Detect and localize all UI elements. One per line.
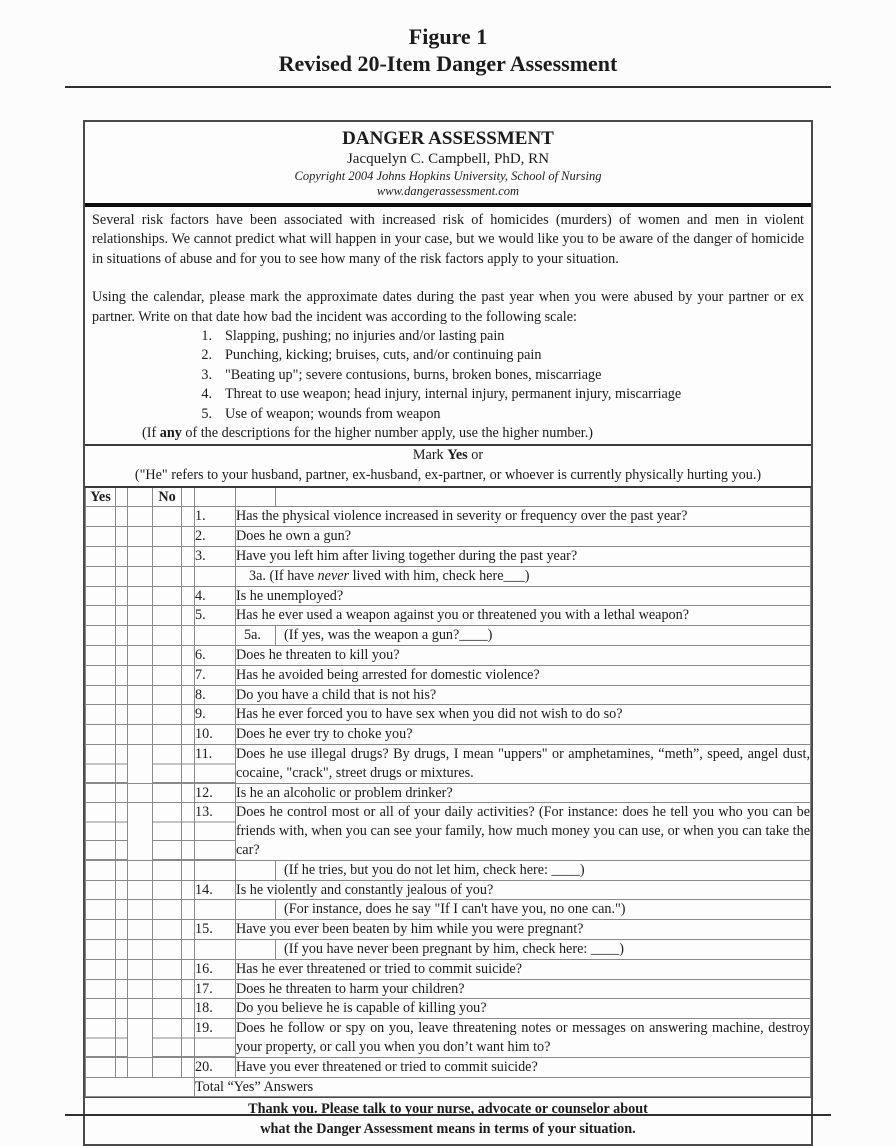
table-row: [86, 880, 811, 900]
assessment-table: [85, 486, 811, 1098]
no-checkbox-cell[interactable]: [153, 725, 182, 745]
no-strip-cell: [182, 646, 195, 666]
question-number: 5.: [195, 606, 236, 626]
no-checkbox-cell[interactable]: [153, 665, 182, 685]
sub-question-label: [236, 900, 276, 919]
table-row: [86, 665, 811, 685]
no-checkbox-cell[interactable]: [153, 566, 182, 586]
gap-cell: [128, 626, 153, 646]
bottom-rule: [65, 1114, 831, 1116]
form-header: [85, 122, 811, 199]
gap-cell: [128, 606, 153, 626]
yes-checkbox-cell[interactable]: [86, 547, 116, 567]
no-strip-cell: [182, 586, 195, 606]
table-row: [86, 646, 811, 666]
yes-strip-cell: [116, 725, 128, 745]
question-number: 11.: [195, 745, 236, 784]
gap-cell: [128, 999, 153, 1019]
gap-cell: [128, 880, 153, 900]
yes-strip-cell: [116, 685, 128, 705]
no-strip-cell: [182, 507, 195, 527]
question-number: 17.: [195, 979, 236, 999]
table-row: [86, 1057, 811, 1077]
gap-cell: [128, 586, 153, 606]
yes-checkbox-cell[interactable]: [86, 705, 116, 725]
yes-checkbox-cell[interactable]: [86, 900, 116, 920]
table-row: [86, 939, 811, 959]
question-text: (For instance, does he say "If I can't have you, no one can."): [284, 901, 626, 918]
question-cell: [236, 487, 811, 507]
scale-item-text: Use of weapon; wounds from weapon: [225, 405, 441, 422]
no-strip-cell: [182, 665, 195, 685]
severity-scale-list: [190, 327, 804, 424]
yes-strip-cell: [116, 586, 128, 606]
total-blank-cell: [86, 1077, 195, 1097]
question-text: Has the physical violence increased in severity or frequency over the past year?: [236, 507, 811, 527]
intro-paragraph-1: Several risk factors have been associated with increased risk of homicides (murders) of women and men in violent relationships. We cannot predict what will happen in your case, but we would like you to be aware of the danger of homicide in situations of abuse and for you to see how many of the risk factors apply to your situation.: [92, 212, 804, 267]
yes-strip-cell: [116, 920, 128, 940]
question-text: Is he unemployed?: [236, 586, 811, 606]
gap-cell: [128, 705, 153, 725]
gap-cell: [128, 979, 153, 999]
table-row: [86, 803, 811, 860]
gap-cell: [128, 959, 153, 979]
gap-cell: [128, 547, 153, 567]
yes-checkbox-cell[interactable]: [86, 979, 116, 999]
gap-cell: [128, 860, 153, 880]
question-number: 18.: [195, 999, 236, 1019]
question-number: 13.: [195, 803, 236, 860]
question-text: Do you believe he is capable of killing you?: [236, 999, 811, 1019]
yes-checkbox-cell[interactable]: [86, 527, 116, 547]
yes-strip-cell: [116, 900, 128, 920]
yes-strip-cell: [116, 507, 128, 527]
yes-strip-cell: [116, 1057, 128, 1077]
table-row: [86, 606, 811, 626]
sub-question-label: 5a.: [236, 626, 276, 645]
table-row: [86, 725, 811, 745]
no-strip-cell: [182, 487, 195, 507]
gap-cell: [128, 803, 153, 860]
no-checkbox-cell[interactable]: [153, 900, 182, 920]
question-number: 3.: [195, 547, 236, 567]
sub-question-label: [236, 488, 276, 506]
no-checkbox-cell[interactable]: [153, 783, 182, 803]
question-number: 20.: [195, 1057, 236, 1077]
no-strip-cell: [182, 920, 195, 940]
gap-cell: [128, 685, 153, 705]
no-checkbox-cell[interactable]: [153, 979, 182, 999]
question-cell: [236, 626, 811, 646]
no-checkbox-cell[interactable]: [153, 939, 182, 959]
yes-checkbox-cell[interactable]: [86, 725, 116, 745]
top-rule: [65, 86, 831, 88]
page-heading: [0, 0, 896, 78]
no-strip-cell: [182, 939, 195, 959]
yes-checkbox-cell[interactable]: [86, 999, 116, 1019]
yes-checkbox-cell[interactable]: [86, 783, 116, 803]
table-row: [86, 566, 811, 586]
danger-assessment-form: [83, 120, 813, 1146]
question-number: 16.: [195, 959, 236, 979]
question-text: Have you left him after living together during the past year?: [236, 547, 811, 567]
yes-checkbox-cell[interactable]: [86, 803, 116, 860]
yes-checkbox-cell[interactable]: [86, 920, 116, 940]
question-text: Does he own a gun?: [236, 527, 811, 547]
gap-cell: [128, 646, 153, 666]
no-checkbox-cell[interactable]: [153, 705, 182, 725]
yes-checkbox-cell[interactable]: [86, 507, 116, 527]
table-row: [86, 547, 811, 567]
scale-item-number: 4.: [201, 386, 212, 403]
yes-checkbox-cell[interactable]: [86, 959, 116, 979]
yes-checkbox-cell[interactable]: [86, 685, 116, 705]
scale-item-number: 5.: [201, 405, 212, 422]
gap-cell: [128, 566, 153, 586]
yes-strip-cell: [116, 803, 128, 860]
no-checkbox-cell[interactable]: [153, 803, 182, 860]
question-number: [195, 566, 236, 586]
no-strip-cell: [182, 900, 195, 920]
yes-checkbox-cell[interactable]: [86, 1057, 116, 1077]
thank-you-line-1: Thank you. Please talk to your nurse, advocate or counselor about: [248, 1101, 648, 1118]
no-strip-cell: [182, 860, 195, 880]
scale-item-number: 2.: [201, 347, 212, 364]
gap-cell: [128, 920, 153, 940]
yes-checkbox-cell[interactable]: [86, 566, 116, 586]
no-strip-cell: [182, 783, 195, 803]
no-checkbox-cell[interactable]: [153, 586, 182, 606]
table-row: [86, 920, 811, 940]
form-author: Jacquelyn C. Campbell, PhD, RN: [346, 151, 550, 167]
question-text: (If you have never been pregnant by him, check here: ____): [284, 940, 624, 957]
form-intro: [85, 207, 811, 444]
no-checkbox-cell[interactable]: [153, 527, 182, 547]
no-strip-cell: [182, 685, 195, 705]
table-row: [86, 527, 811, 547]
table-row: [86, 959, 811, 979]
no-checkbox-cell[interactable]: [153, 745, 182, 784]
he-definition-note: ("He" refers to your husband, partner, ex-husband, ex-partner, or whoever is currently physically hurting you.): [134, 467, 762, 484]
form-website-link[interactable]: www.dangerassessment.com: [376, 184, 520, 198]
no-strip-cell: [182, 626, 195, 646]
gap-cell: [128, 527, 153, 547]
yes-strip-cell: [116, 487, 128, 507]
yes-strip-cell: [116, 999, 128, 1019]
mark-instruction: Mark Yes or: [412, 447, 484, 464]
no-strip-cell: [182, 566, 195, 586]
question-text: Is he an alcoholic or problem drinker?: [236, 783, 811, 803]
question-text: (If yes, was the weapon a gun?____): [284, 627, 493, 644]
gap-cell: [128, 665, 153, 685]
yes-strip-cell: [116, 783, 128, 803]
gap-cell: [128, 783, 153, 803]
table-row: [86, 783, 811, 803]
question-number: 1.: [195, 507, 236, 527]
question-text: Do you have a child that is not his?: [236, 685, 811, 705]
question-cell: [236, 900, 811, 920]
question-text: Has he ever forced you to have sex when you did not wish to do so?: [236, 705, 811, 725]
table-row: [86, 999, 811, 1019]
yes-checkbox-cell[interactable]: [86, 626, 116, 646]
yes-strip-cell: [116, 860, 128, 880]
question-text: Does he follow or spy on you, leave threatening notes or messages on answering machine, destroy your property, or call you when you don’t want him to?: [236, 1019, 811, 1058]
question-text: Does he threaten to harm your children?: [236, 979, 811, 999]
question-text: 3a. (If have never lived with him, check here___): [236, 566, 811, 586]
question-text: Does he use illegal drugs? By drugs, I mean "uppers" or amphetamines, “meth”, speed, angel dust, cocaine, "crack", street drugs or mixtures.: [236, 745, 811, 784]
intro-paragraph-2: Using the calendar, please mark the approximate dates during the past year when you were abused by your partner or ex partner. Write on that date how bad the incident was according to the following scale:: [92, 289, 804, 325]
no-strip-cell: [182, 803, 195, 860]
yes-strip-cell: [116, 665, 128, 685]
scale-item: [190, 327, 804, 346]
table-row: [86, 860, 811, 880]
question-number: 9.: [195, 705, 236, 725]
no-checkbox-cell[interactable]: [153, 626, 182, 646]
table-row: [86, 507, 811, 527]
yes-checkbox-cell[interactable]: [86, 606, 116, 626]
figure-label: Figure 1: [408, 24, 488, 49]
yes-strip-cell: [116, 979, 128, 999]
no-strip-cell: [182, 1057, 195, 1077]
yes-strip-cell: [116, 606, 128, 626]
scale-item: [190, 385, 804, 404]
no-checkbox-cell[interactable]: [153, 606, 182, 626]
scale-item-text: Slapping, pushing; no injuries and/or lasting pain: [225, 328, 505, 345]
question-number: 14.: [195, 880, 236, 900]
question-number: 19.: [195, 1019, 236, 1058]
question-text: [276, 488, 810, 506]
question-text: Has he ever threatened or tried to commit suicide?: [236, 959, 811, 979]
question-number: 6.: [195, 646, 236, 666]
no-strip-cell: [182, 999, 195, 1019]
no-checkbox-cell[interactable]: [153, 547, 182, 567]
total-yes-row: [86, 1077, 811, 1097]
question-text: Have you ever been beaten by him while you were pregnant?: [236, 920, 811, 940]
no-strip-cell: [182, 606, 195, 626]
table-row: [86, 1019, 811, 1058]
scale-note: (If any of the descriptions for the higher number apply, use the higher number.): [142, 425, 594, 442]
no-strip-cell: [182, 745, 195, 784]
table-row: [86, 705, 811, 725]
table-row: [86, 586, 811, 606]
yes-checkbox-cell[interactable]: [86, 939, 116, 959]
question-number: 15.: [195, 920, 236, 940]
question-number: 10.: [195, 725, 236, 745]
yes-strip-cell: [116, 547, 128, 567]
scale-item: [190, 346, 804, 365]
scale-item-text: Threat to use weapon; head injury, internal injury, permanent injury, miscarriage: [225, 386, 682, 403]
question-number: [195, 860, 236, 880]
scale-item-text: "Beating up"; severe contusions, burns, broken bones, miscarriage: [225, 366, 602, 383]
no-strip-cell: [182, 527, 195, 547]
gap-cell: [128, 487, 153, 507]
no-checkbox-cell[interactable]: [153, 880, 182, 900]
form-copyright: Copyright 2004 Johns Hopkins University, School of Nursing: [294, 169, 602, 183]
form-title: DANGER ASSESSMENT: [342, 128, 554, 149]
no-checkbox-cell[interactable]: [153, 920, 182, 940]
question-number: [195, 487, 236, 507]
question-number: 12.: [195, 783, 236, 803]
no-strip-cell: [182, 725, 195, 745]
question-text: Is he violently and constantly jealous of you?: [236, 880, 811, 900]
table-header-row: [86, 487, 811, 507]
gap-cell: [128, 939, 153, 959]
yes-checkbox-cell[interactable]: [86, 586, 116, 606]
question-number: [195, 900, 236, 920]
yes-strip-cell: [116, 745, 128, 784]
no-checkbox-cell[interactable]: [153, 507, 182, 527]
no-checkbox-cell[interactable]: [153, 646, 182, 666]
yes-strip-cell: [116, 527, 128, 547]
gap-cell: [128, 900, 153, 920]
no-checkbox-cell[interactable]: [153, 685, 182, 705]
sub-question-label: [236, 861, 276, 880]
scale-item-number: 3.: [201, 366, 212, 383]
question-text: Does he ever try to choke you?: [236, 725, 811, 745]
yes-strip-cell: [116, 959, 128, 979]
total-yes-label: Total “Yes” Answers: [195, 1077, 811, 1097]
question-text: Have you ever threatened or tried to commit suicide?: [236, 1057, 811, 1077]
yes-strip-cell: [116, 880, 128, 900]
no-strip-cell: [182, 880, 195, 900]
yes-strip-cell: [116, 626, 128, 646]
table-row: [86, 979, 811, 999]
question-text: Has he avoided being arrested for domestic violence?: [236, 665, 811, 685]
thank-you-line-2: what the Danger Assessment means in terms of your situation.: [260, 1120, 636, 1137]
no-checkbox-cell[interactable]: [153, 999, 182, 1019]
no-strip-cell: [182, 1019, 195, 1058]
no-strip-cell: [182, 547, 195, 567]
yes-strip-cell: [116, 566, 128, 586]
question-text: Has he ever used a weapon against you or threatened you with a lethal weapon?: [236, 606, 811, 626]
no-column-header: No: [153, 487, 182, 507]
yes-checkbox-cell[interactable]: [86, 745, 116, 784]
gap-cell: [128, 1019, 153, 1058]
scale-item-number: 1.: [201, 328, 212, 345]
no-checkbox-cell[interactable]: [153, 860, 182, 880]
scale-item: [190, 405, 804, 424]
yes-strip-cell: [116, 1019, 128, 1058]
yes-strip-cell: [116, 705, 128, 725]
sub-question-label: [236, 940, 276, 959]
figure-title: Revised 20-Item Danger Assessment: [278, 51, 618, 76]
question-number: 4.: [195, 586, 236, 606]
no-strip-cell: [182, 979, 195, 999]
yes-checkbox-cell[interactable]: [86, 665, 116, 685]
question-cell: [236, 939, 811, 959]
question-number: [195, 939, 236, 959]
table-row: [86, 685, 811, 705]
yes-checkbox-cell[interactable]: [86, 860, 116, 880]
question-text: (If he tries, but you do not let him, check here: ____): [284, 861, 585, 878]
gap-cell: [128, 507, 153, 527]
question-text: Does he control most or all of your daily activities? (For instance: does he tell you who you can be friends with, when you can see your family, how much money you can use, or when you can take the car?: [236, 803, 811, 860]
yes-strip-cell: [116, 646, 128, 666]
table-row: [86, 900, 811, 920]
yes-checkbox-cell[interactable]: [86, 880, 116, 900]
question-cell: [236, 860, 811, 880]
scale-item: [190, 366, 804, 385]
no-checkbox-cell[interactable]: [153, 1019, 182, 1058]
yes-checkbox-cell[interactable]: [86, 1019, 116, 1058]
table-row: [86, 745, 811, 784]
yes-column-header: Yes: [86, 487, 116, 507]
question-number: 2.: [195, 527, 236, 547]
gap-cell: [128, 1057, 153, 1077]
question-number: [195, 626, 236, 646]
question-number: 7.: [195, 665, 236, 685]
yes-checkbox-cell[interactable]: [86, 646, 116, 666]
no-strip-cell: [182, 959, 195, 979]
no-checkbox-cell[interactable]: [153, 959, 182, 979]
no-checkbox-cell[interactable]: [153, 1057, 182, 1077]
yes-strip-cell: [116, 939, 128, 959]
thank-you-note: [85, 1097, 811, 1143]
scale-item-text: Punching, kicking; bruises, cuts, and/or continuing pain: [225, 347, 542, 364]
question-text: Does he threaten to kill you?: [236, 646, 811, 666]
table-row: [86, 626, 811, 646]
gap-cell: [128, 745, 153, 784]
no-strip-cell: [182, 705, 195, 725]
gap-cell: [128, 725, 153, 745]
question-number: 8.: [195, 685, 236, 705]
